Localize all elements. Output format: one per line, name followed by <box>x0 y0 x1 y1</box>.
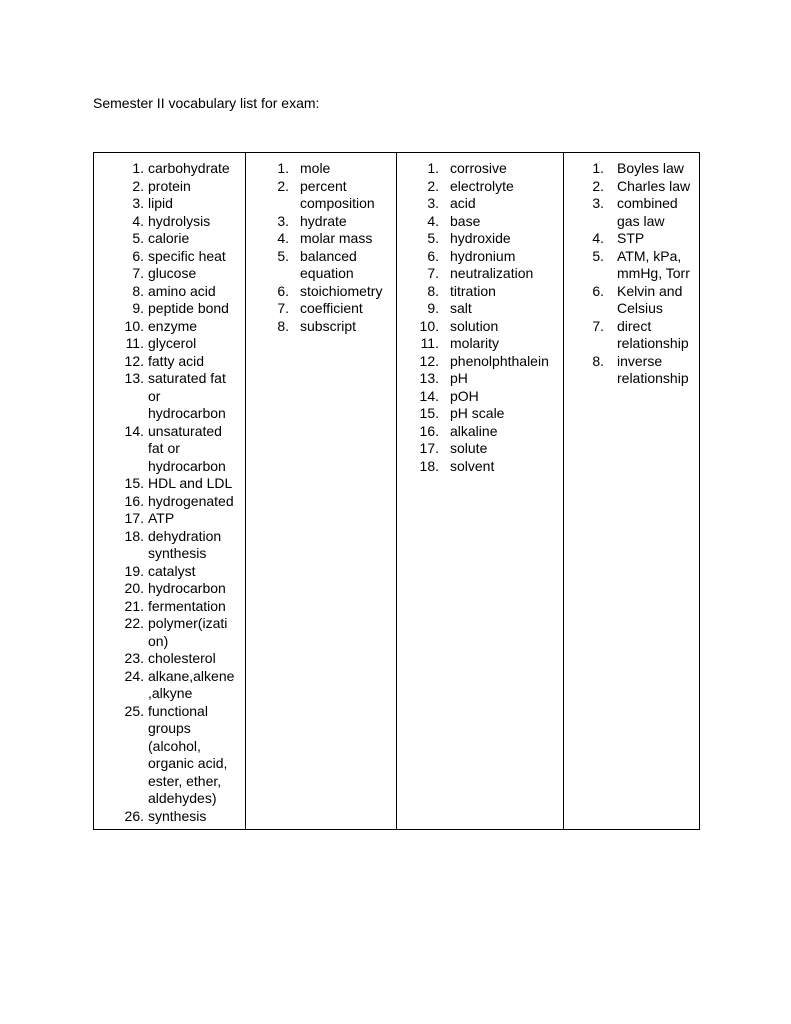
list-item <box>94 598 245 616</box>
item-term: solution <box>450 317 499 334</box>
vocabulary-table <box>93 152 700 830</box>
item-term: pH <box>450 370 468 386</box>
list-item <box>94 160 245 178</box>
vocab-list <box>94 160 245 825</box>
list-item <box>564 178 699 196</box>
list-item <box>94 335 245 353</box>
item-number: 8. <box>427 282 439 299</box>
item-number: 5. <box>427 230 439 246</box>
list-item <box>397 353 563 371</box>
item-number: 13. <box>124 370 144 386</box>
item-term: titration <box>450 282 496 299</box>
item-term: lipid <box>148 195 173 211</box>
item-number: 4. <box>132 212 144 229</box>
item-term: hydroxide <box>450 230 511 246</box>
item-term: specific heat <box>148 247 226 264</box>
list-item <box>94 230 245 248</box>
list-item <box>94 195 245 213</box>
item-term: combined gas law <box>617 195 678 229</box>
list-item <box>94 475 245 493</box>
list-item <box>564 283 699 318</box>
item-term: neutralization <box>450 265 534 281</box>
item-term: molarity <box>450 335 500 351</box>
item-term: ATP <box>148 510 175 526</box>
item-number: 6. <box>277 282 289 299</box>
list-item <box>246 160 396 178</box>
item-term: fatty acid <box>148 352 205 369</box>
item-number: 14. <box>124 422 144 439</box>
item-term: saturated fat or hydrocarbon <box>148 370 226 421</box>
item-term: calorie <box>148 230 190 246</box>
list-item <box>246 300 396 318</box>
item-number: 11. <box>125 335 144 351</box>
item-term: solute <box>450 440 488 456</box>
item-number: 12. <box>419 352 439 369</box>
item-number: 1. <box>132 160 144 176</box>
item-term: glycerol <box>148 335 197 351</box>
table-row <box>94 153 700 830</box>
vocab-list <box>564 160 699 388</box>
vocab-column-2 <box>246 153 397 830</box>
list-item <box>397 335 563 353</box>
item-term: cholesterol <box>148 650 216 666</box>
item-number: 2. <box>277 177 289 194</box>
item-number: 26. <box>124 807 144 824</box>
item-number: 19. <box>124 562 144 579</box>
list-item <box>246 283 396 301</box>
item-number: 2. <box>592 177 604 194</box>
list-item <box>397 230 563 248</box>
item-term: inverse relationship <box>617 352 689 386</box>
item-number: 5. <box>277 247 289 264</box>
item-term: amino acid <box>148 282 216 299</box>
item-number: 8. <box>592 352 604 369</box>
item-term: molar mass <box>300 230 373 246</box>
item-term: Kelvin and Celsius <box>617 282 683 316</box>
list-item <box>94 423 245 476</box>
item-term: salt <box>450 300 472 316</box>
list-item <box>94 510 245 528</box>
list-item <box>564 195 699 230</box>
list-item <box>397 265 563 283</box>
item-term: pH scale <box>450 405 505 421</box>
list-item <box>397 195 563 213</box>
list-item <box>246 178 396 213</box>
item-number: 4. <box>277 230 289 246</box>
list-item <box>397 318 563 336</box>
item-number: 6. <box>132 247 144 264</box>
item-number: 25. <box>124 702 144 719</box>
item-term: hydrogenated <box>148 492 234 509</box>
list-item <box>397 160 563 178</box>
list-item <box>564 353 699 388</box>
item-number: 15. <box>419 405 439 421</box>
item-term: pOH <box>450 387 479 404</box>
item-term: hydrocarbon <box>148 580 226 596</box>
item-number: 16. <box>419 422 439 439</box>
vocab-column-1 <box>94 153 246 830</box>
list-item <box>94 563 245 581</box>
item-term: phenolphthalein <box>450 352 549 369</box>
list-item <box>397 178 563 196</box>
item-term: functional groups (alcohol, organic acid, ester, ether, aldehydes) <box>148 702 228 806</box>
item-term: hydronium <box>450 247 516 264</box>
item-number: 4. <box>592 230 604 246</box>
item-number: 6. <box>592 282 604 299</box>
item-number: 3. <box>427 195 439 211</box>
item-term: peptide bond <box>148 300 229 316</box>
item-number: 2. <box>427 177 439 194</box>
item-number: 1. <box>592 160 604 176</box>
item-number: 3. <box>132 195 144 211</box>
list-item <box>94 353 245 371</box>
item-number: 7. <box>277 300 289 316</box>
item-number: 11. <box>420 335 439 351</box>
list-item <box>94 528 245 563</box>
item-number: 22. <box>124 615 144 631</box>
item-term: fermentation <box>148 597 226 614</box>
item-number: 10. <box>124 317 144 334</box>
item-term: coefficient <box>300 300 363 316</box>
item-number: 1. <box>277 160 289 176</box>
item-number: 23. <box>124 650 144 666</box>
item-number: 9. <box>132 300 144 316</box>
item-term: solvent <box>450 457 495 474</box>
item-number: 16. <box>124 492 144 509</box>
list-item <box>397 283 563 301</box>
list-item <box>94 580 245 598</box>
item-number: 18. <box>419 457 439 474</box>
item-term: unsaturated fat or hydrocarbon <box>148 422 226 474</box>
item-number: 17. <box>124 510 144 526</box>
item-term: direct relationship <box>617 317 689 351</box>
list-item <box>564 248 699 283</box>
list-item <box>397 213 563 231</box>
list-item <box>94 300 245 318</box>
list-item <box>564 318 699 353</box>
item-term: hydrolysis <box>148 212 211 229</box>
list-item <box>94 370 245 423</box>
list-item <box>94 650 245 668</box>
item-number: 21. <box>124 597 144 614</box>
list-item <box>94 265 245 283</box>
item-term: polymer(izati on) <box>148 615 228 649</box>
vocab-column-3 <box>397 153 564 830</box>
list-item <box>397 388 563 406</box>
item-term: protein <box>148 177 191 194</box>
item-number: 3. <box>277 212 289 229</box>
item-term: percent composition <box>300 177 375 211</box>
item-number: 7. <box>592 317 604 334</box>
item-number: 9. <box>427 300 439 316</box>
item-number: 14. <box>419 387 439 404</box>
item-term: electrolyte <box>450 177 514 194</box>
item-term: acid <box>450 195 476 211</box>
item-term: HDL and LDL <box>148 475 233 491</box>
list-item <box>397 423 563 441</box>
list-item <box>94 668 245 703</box>
item-term: dehydration synthesis <box>148 527 222 561</box>
item-number: 1. <box>427 160 439 176</box>
list-item <box>246 213 396 231</box>
list-item <box>397 405 563 423</box>
item-number: 7. <box>132 265 144 281</box>
item-term: mole <box>300 160 331 176</box>
item-term: stoichiometry <box>300 282 383 299</box>
item-number: 18. <box>124 527 144 544</box>
item-number: 8. <box>277 317 289 334</box>
list-item <box>94 615 245 650</box>
page-title: Semester II vocabulary list for exam: <box>93 95 320 111</box>
item-number: 5. <box>132 230 144 246</box>
item-term: corrosive <box>450 160 507 176</box>
item-number: 24. <box>124 667 144 684</box>
item-number: 6. <box>427 247 439 264</box>
list-item <box>564 230 699 248</box>
list-item <box>94 318 245 336</box>
list-item <box>564 160 699 178</box>
item-term: alkaline <box>450 422 498 439</box>
vocab-list <box>397 160 563 475</box>
item-number: 15. <box>124 475 144 491</box>
item-term: ATM, kPa, mmHg, Torr <box>617 247 690 281</box>
list-item <box>397 300 563 318</box>
item-number: 4. <box>427 212 439 229</box>
item-term: enzyme <box>148 317 198 334</box>
item-number: 13. <box>419 370 439 386</box>
item-term: STP <box>617 230 645 246</box>
item-number: 20. <box>124 580 144 596</box>
list-item <box>94 493 245 511</box>
item-number: 12. <box>124 352 144 369</box>
item-number: 17. <box>419 440 439 456</box>
item-term: catalyst <box>148 562 196 579</box>
item-term: Charles law <box>617 177 691 194</box>
list-item <box>246 318 396 336</box>
list-item <box>94 283 245 301</box>
item-number: 2. <box>132 177 144 194</box>
list-item <box>246 248 396 283</box>
vocab-list <box>246 160 396 335</box>
list-item <box>397 440 563 458</box>
item-number: 7. <box>427 265 439 281</box>
list-item <box>246 230 396 248</box>
list-item <box>94 808 245 826</box>
item-number: 3. <box>592 195 604 211</box>
item-term: base <box>450 212 481 229</box>
vocab-column-4 <box>564 153 700 830</box>
item-number: 5. <box>592 247 604 264</box>
list-item <box>94 178 245 196</box>
list-item <box>397 458 563 476</box>
item-term: subscript <box>300 317 357 334</box>
item-term: Boyles law <box>617 160 684 176</box>
list-item <box>94 213 245 231</box>
list-item <box>94 703 245 808</box>
list-item <box>397 370 563 388</box>
item-term: balanced equation <box>300 247 357 281</box>
list-item <box>397 248 563 266</box>
item-number: 10. <box>419 317 439 334</box>
list-item <box>94 248 245 266</box>
item-term: carbohydrate <box>148 160 230 176</box>
item-number: 8. <box>132 282 144 299</box>
item-term: hydrate <box>300 212 347 229</box>
item-term: synthesis <box>148 807 207 824</box>
item-term: alkane,alkene ,alkyne <box>148 667 235 701</box>
item-term: glucose <box>148 265 197 281</box>
